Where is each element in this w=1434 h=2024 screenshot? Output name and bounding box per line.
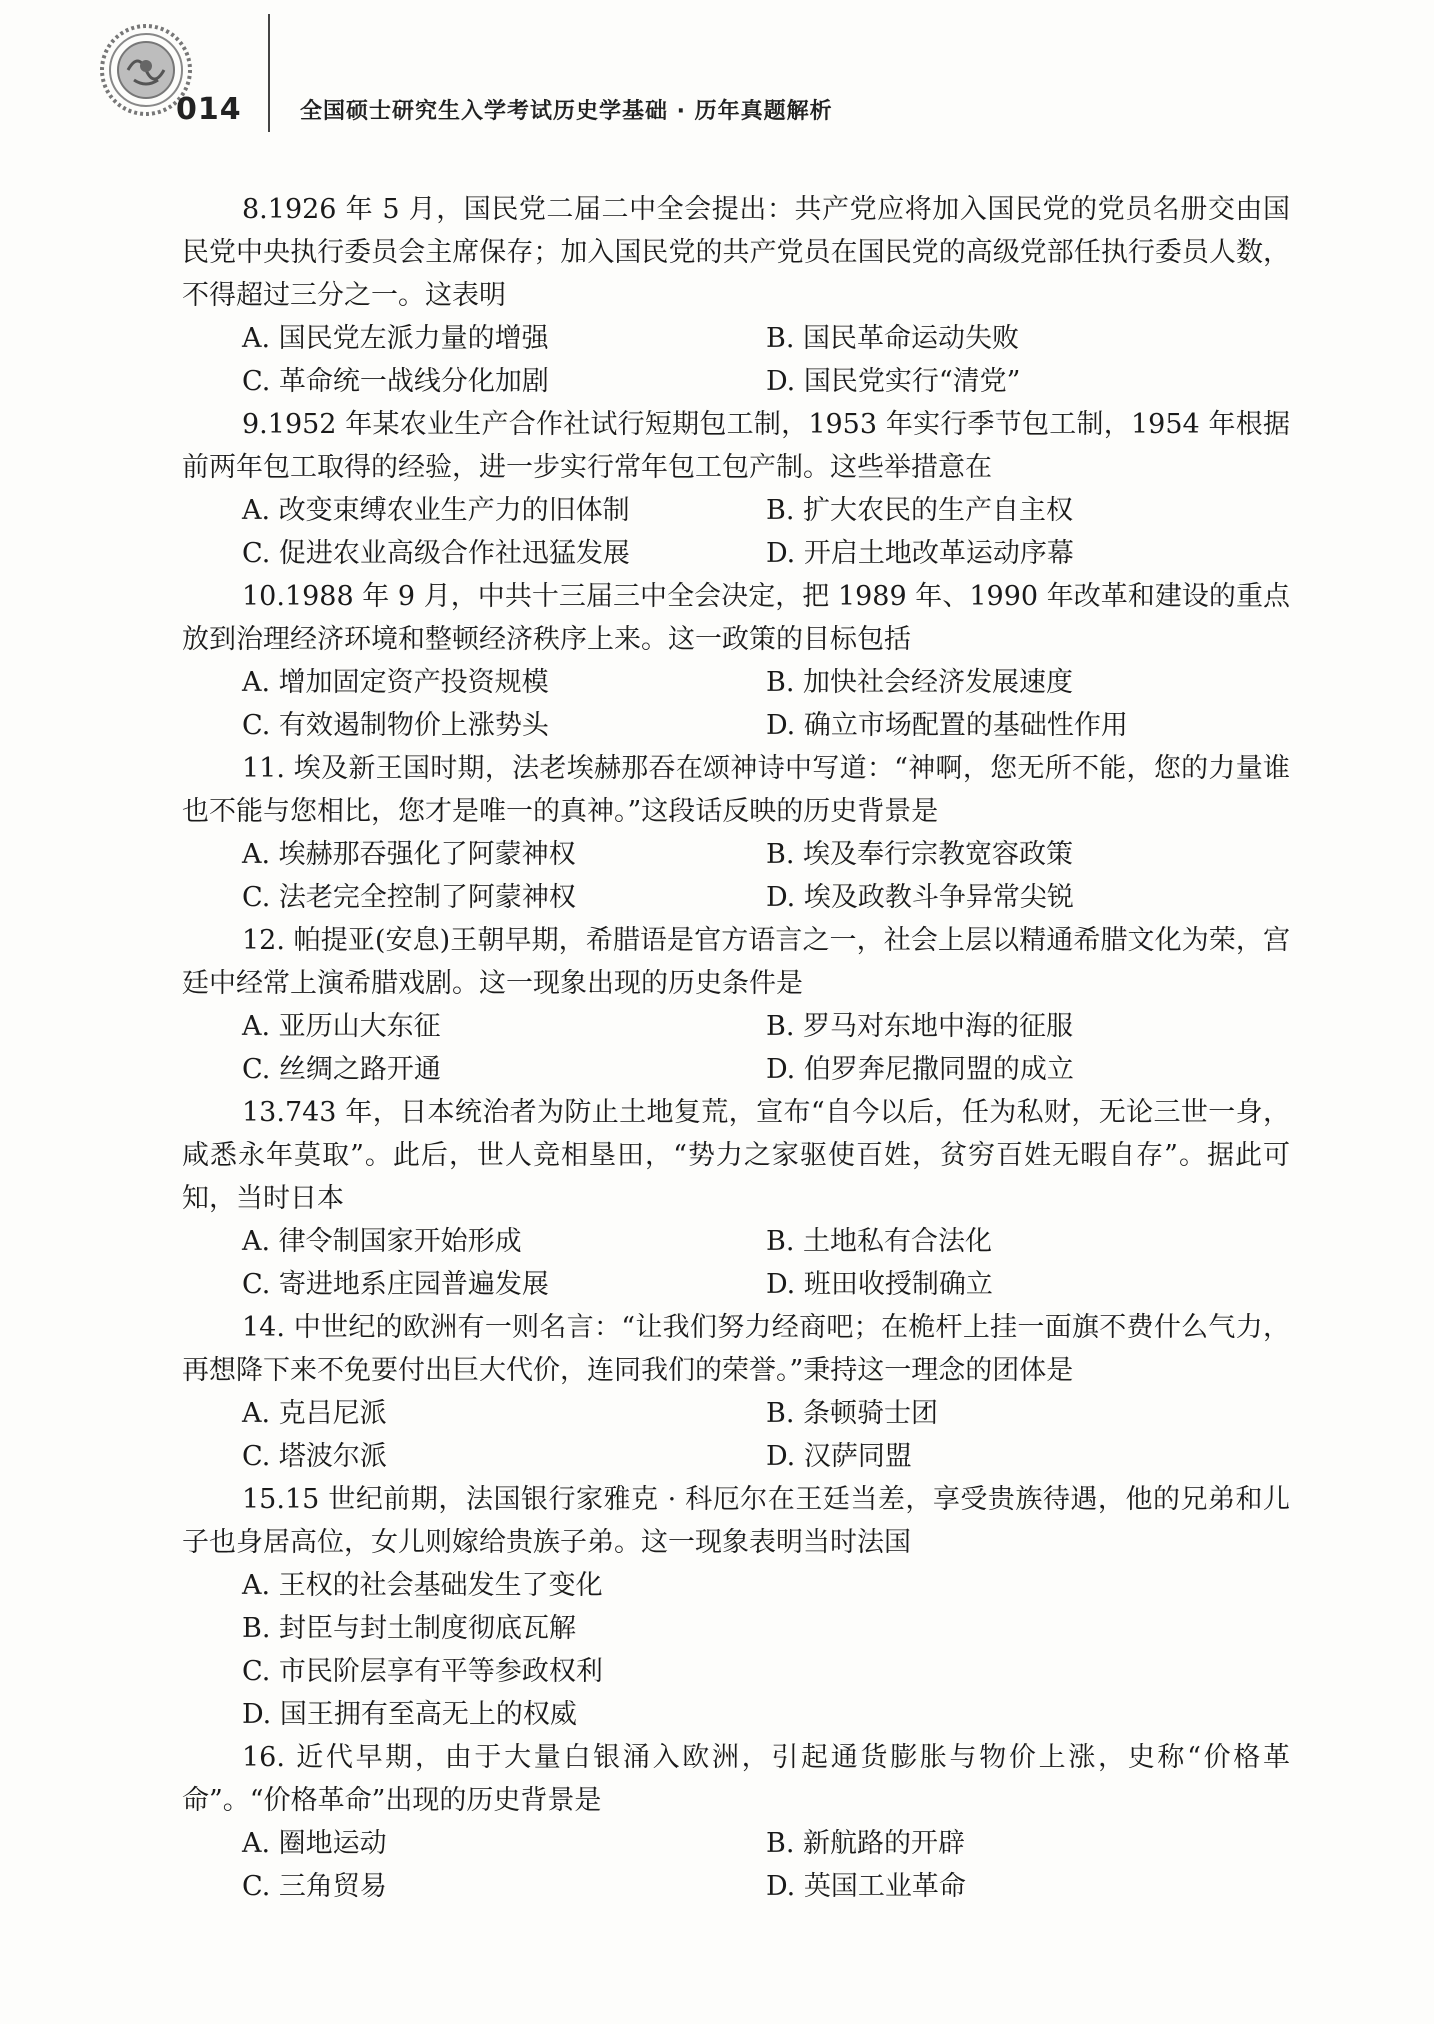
option-row <box>242 1048 1290 1091</box>
answer-option: C. 法老完全控制了阿蒙神权 <box>242 882 576 913</box>
answer-option: A. 改变束缚农业生产力的旧体制 <box>242 495 630 526</box>
answer-options <box>182 1822 1290 1908</box>
question-8 <box>182 188 1290 403</box>
answer-options <box>182 489 1290 575</box>
option-row <box>242 1822 1290 1865</box>
answer-options <box>182 1220 1290 1306</box>
answer-options <box>182 1392 1290 1478</box>
answer-option: B. 新航路的开辟 <box>766 1828 966 1859</box>
option-row <box>242 1005 1290 1048</box>
answer-option: C. 有效遏制物价上涨势头 <box>242 710 549 741</box>
question-13 <box>182 1091 1290 1306</box>
question-stem: 11. 埃及新王国时期，法老埃赫那吞在颂神诗中写道：“神啊，您无所不能，您的力量谁也不能与您相比，您才是唯一的真神。”这段话反映的历史背景是 <box>182 753 1290 827</box>
page-header <box>0 0 1434 140</box>
answer-option: C. 丝绸之路开通 <box>242 1054 441 1085</box>
question-9 <box>182 403 1290 575</box>
answer-option: D. 汉萨同盟 <box>766 1441 912 1472</box>
question-stem: 13.743 年，日本统治者为防止土地复荒，宣布“自今以后，任为私财，无论三世一身，咸悉永年莫取”。此后，世人竞相垦田，“势力之家驱使百姓，贫穷百姓无暇自存”。据此可知，当时日本 <box>182 1097 1290 1214</box>
answer-option: B. 埃及奉行宗教宽容政策 <box>766 839 1074 870</box>
question-16 <box>182 1736 1290 1908</box>
question-stem: 12. 帕提亚(安息)王朝早期，希腊语是官方语言之一，社会上层以精通希腊文化为荣，宫廷中经常上演希腊戏剧。这一现象出现的历史条件是 <box>182 925 1290 999</box>
answer-option: A. 王权的社会基础发生了变化 <box>242 1570 603 1601</box>
page-number: 014 <box>176 92 242 127</box>
answer-option: D. 伯罗奔尼撒同盟的成立 <box>766 1054 1074 1085</box>
answer-option: A. 律令制国家开始形成 <box>242 1226 522 1257</box>
answer-option: B. 扩大农民的生产自主权 <box>766 495 1074 526</box>
answer-option: C. 塔波尔派 <box>242 1441 387 1472</box>
answer-option: B. 土地私有合法化 <box>766 1226 993 1257</box>
question-stem: 16. 近代早期，由于大量白银涌入欧洲，引起通货膨胀与物价上涨，史称“价格革命”。“价格革命”出现的历史背景是 <box>182 1742 1290 1816</box>
answer-option: C. 革命统一战线分化加剧 <box>242 366 549 397</box>
answer-option: D. 国民党实行“清党” <box>766 366 1021 397</box>
answer-option: B. 封臣与封土制度彻底瓦解 <box>242 1613 577 1644</box>
answer-option: B. 罗马对东地中海的征服 <box>766 1011 1074 1042</box>
answer-options <box>182 661 1290 747</box>
answer-option: A. 增加固定资产投资规模 <box>242 667 549 698</box>
option-row <box>242 532 1290 575</box>
option-row <box>242 489 1290 532</box>
answer-options <box>182 317 1290 403</box>
question-stem: 15.15 世纪前期，法国银行家雅克 · 科厄尔在王廷当差，享受贵族待遇，他的兄弟和儿子也身居高位，女儿则嫁给贵族子弟。这一现象表明当时法国 <box>182 1484 1290 1558</box>
question-12 <box>182 919 1290 1091</box>
question-14 <box>182 1306 1290 1478</box>
answer-options <box>182 1005 1290 1091</box>
answer-option: D. 埃及政教斗争异常尖锐 <box>766 882 1074 913</box>
running-title: 全国硕士研究生入学考试历史学基础 · 历年真题解析 <box>300 99 833 124</box>
question-stem: 8.1926 年 5 月，国民党二届二中全会提出：共产党应将加入国民党的党员名册交由国民党中央执行委员会主席保存；加入国民党的共产党员在国民党的高级党部任执行委员人数，不得超过三分之一。这表明 <box>182 194 1290 311</box>
answer-option: D. 确立市场配置的基础性作用 <box>766 710 1128 741</box>
header-divider <box>268 14 270 132</box>
question-11 <box>182 747 1290 919</box>
option-row <box>242 661 1290 704</box>
option-row <box>242 1865 1290 1908</box>
answer-option: D. 国王拥有至高无上的权威 <box>242 1699 577 1730</box>
answer-option: A. 克吕尼派 <box>242 1398 387 1429</box>
option-row <box>242 833 1290 876</box>
question-stem: 10.1988 年 9 月，中共十三届三中全会决定，把 1989 年、1990 年改革和建设的重点放到治理经济环境和整顿经济秩序上来。这一政策的目标包括 <box>182 581 1290 655</box>
answer-option: B. 加快社会经济发展速度 <box>766 667 1074 698</box>
question-stem: 9.1952 年某农业生产合作社试行短期包工制，1953 年实行季节包工制，1954 年根据前两年包工取得的经验，进一步实行常年包工包产制。这些举措意在 <box>182 409 1290 483</box>
answer-option: A. 埃赫那吞强化了阿蒙神权 <box>242 839 576 870</box>
answer-option: B. 国民革命运动失败 <box>766 323 1020 354</box>
answer-option: A. 亚历山大东征 <box>242 1011 441 1042</box>
question-stem: 14. 中世纪的欧洲有一则名言：“让我们努力经商吧；在桅杆上挂一面旗不费什么气力，再想降下来不免要付出巨大代价，连同我们的荣誉。”秉持这一理念的团体是 <box>182 1312 1290 1386</box>
option-row <box>242 1263 1290 1306</box>
question-list <box>182 188 1290 1908</box>
answer-option: D. 班田收授制确立 <box>766 1269 993 1300</box>
answer-option: D. 英国工业革命 <box>766 1871 966 1902</box>
option-row <box>242 1220 1290 1263</box>
answer-option: A. 国民党左派力量的增强 <box>242 323 549 354</box>
option-row <box>242 704 1290 747</box>
answer-options <box>182 1564 1290 1736</box>
option-row <box>242 876 1290 919</box>
answer-option: A. 圈地运动 <box>242 1828 387 1859</box>
option-row <box>242 1392 1290 1435</box>
question-15 <box>182 1478 1290 1736</box>
option-row <box>242 360 1290 403</box>
answer-option: C. 市民阶层享有平等参政权利 <box>242 1656 603 1687</box>
question-10 <box>182 575 1290 747</box>
option-row <box>242 317 1290 360</box>
answer-option: B. 条顿骑士团 <box>766 1398 939 1429</box>
answer-option: C. 寄进地系庄园普遍发展 <box>242 1269 549 1300</box>
answer-option: C. 三角贸易 <box>242 1871 387 1902</box>
answer-option: D. 开启土地改革运动序幕 <box>766 538 1074 569</box>
answer-option: C. 促进农业高级合作社迅猛发展 <box>242 538 630 569</box>
option-row <box>242 1435 1290 1478</box>
answer-options <box>182 833 1290 919</box>
